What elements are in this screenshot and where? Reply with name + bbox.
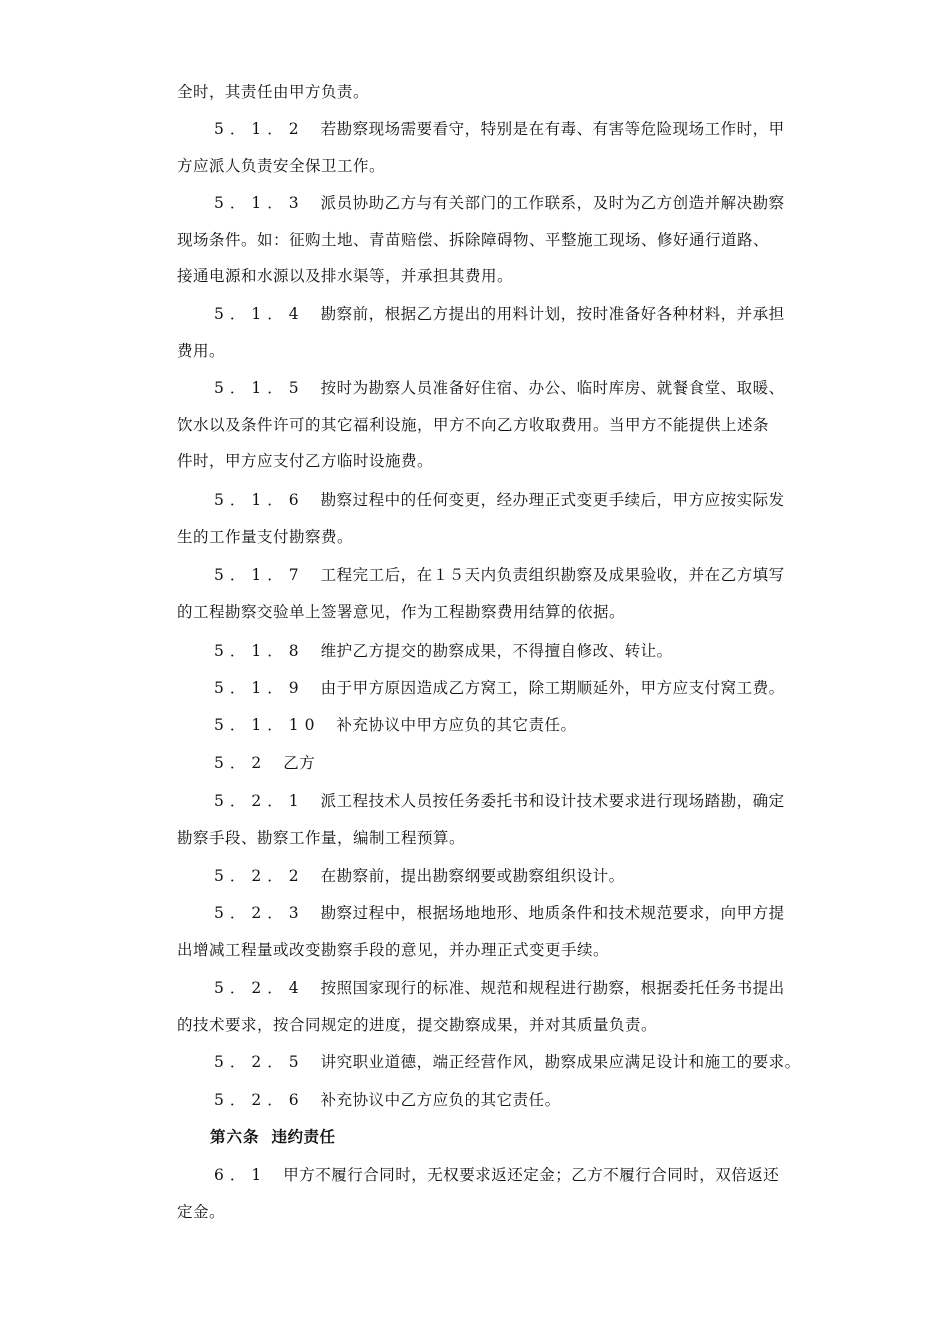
paragraph-line: 勘察手段、勘察工作量，编制工程预算。	[177, 828, 466, 847]
clause-5-2-1	[0, 783, 950, 856]
clause-number: 5．1．3	[214, 194, 305, 212]
paragraph-line: 全时，其责任由甲方负责。	[177, 83, 370, 101]
paragraph-line: 若勘察现场需要看守，特别是在有毒、有害等危险现场工作时，甲	[320, 120, 785, 138]
clause-5-2-5	[0, 1044, 950, 1081]
paragraph-line: 方应派人负责安全保卫工作。	[177, 156, 386, 175]
clause-number: 5．1．2	[214, 120, 305, 138]
paragraph-line: 按时为勘察人员准备好住宿、办公、临时库房、就餐食堂、取暖、	[320, 379, 785, 397]
paragraph-continuation	[0, 74, 950, 111]
clause-number: 5．1．8	[214, 642, 305, 660]
paragraph-line: 派工程技术人员按任务委托书和设计技术要求进行现场踏勘，确定	[320, 792, 785, 810]
clause-number: 5．2．6	[214, 1091, 305, 1109]
clause-number: 5．2	[214, 754, 268, 772]
clause-5-1-9	[0, 670, 950, 707]
paragraph-line: 派员协助乙方与有关部门的工作联系，及时为乙方创造并解决勘察	[320, 194, 785, 212]
clause-5-1-5	[0, 370, 950, 480]
paragraph-line: 勘察过程中，根据场地地形、地质条件和技术规范要求，向甲方提	[320, 904, 785, 922]
clause-number: 5．1．5	[214, 379, 305, 397]
paragraph-line: 接通电源和水源以及排水渠等，并承担其费用。	[177, 267, 514, 285]
clause-5-1-3	[0, 185, 950, 295]
clause-5-1-2	[0, 111, 950, 184]
clause-number: 5．1．7	[214, 566, 305, 584]
clause-5-2-3	[0, 895, 950, 968]
clause-5-2-2	[0, 858, 950, 895]
clause-5-1-4	[0, 296, 950, 369]
paragraph-line: 费用。	[177, 341, 226, 360]
paragraph-line: 件时，甲方应支付乙方临时设施费。	[177, 452, 434, 470]
clause-6-1	[0, 1157, 950, 1230]
clause-5-1-10	[0, 707, 950, 744]
clause-number: 5．1．6	[214, 491, 305, 509]
clause-number: 5．2．3	[214, 904, 305, 922]
clause-number: 5．2．2	[214, 867, 305, 885]
clause-5-2-4	[0, 970, 950, 1043]
paragraph-line: 维护乙方提交的勘察成果，不得擅自修改、转让。	[320, 642, 673, 660]
paragraph-line: 生的工作量支付勘察费。	[177, 527, 354, 546]
clause-5-1-7	[0, 557, 950, 630]
paragraph-line: 定金。	[177, 1202, 226, 1221]
article-heading	[0, 1119, 950, 1156]
paragraph-line: 补充协议中甲方应负的其它责任。	[336, 716, 577, 734]
paragraph-line: 乙方	[283, 754, 316, 772]
paragraph-line: 现场条件。如：征购土地、青苗赔偿、拆除障碍物、平整施工现场、修好通行道路、	[177, 230, 770, 249]
paragraph-line: 的工程勘察交验单上签署意见，作为工程勘察费用结算的依据。	[177, 602, 626, 621]
clause-number: 6．1	[214, 1166, 268, 1184]
paragraph-line: 补充协议中乙方应负的其它责任。	[320, 1091, 561, 1109]
clause-5-2	[0, 745, 950, 782]
paragraph-line: 按照国家现行的标准、规范和规程进行勘察，根据委托任务书提出	[320, 979, 785, 997]
paragraph-line: 饮水以及条件许可的其它福利设施，甲方不向乙方收取费用。当甲方不能提供上述条	[177, 415, 770, 434]
paragraph-line: 讲究职业道德，端正经营作风，勘察成果应满足设计和施工的要求。	[320, 1053, 801, 1071]
clause-number: 5．1．10	[214, 716, 321, 734]
article-number: 第六条	[210, 1127, 260, 1146]
clause-number: 5．2．5	[214, 1053, 305, 1071]
paragraph-line: 勘察过程中的任何变更，经办理正式变更手续后，甲方应按实际发	[320, 491, 785, 509]
clause-5-2-6	[0, 1082, 950, 1119]
clause-number: 5．1．9	[214, 679, 305, 697]
paragraph-line: 出增减工程量或改变勘察手段的意见，并办理正式变更手续。	[177, 940, 610, 959]
paragraph-line: 在勘察前，提出勘察纲要或勘察组织设计。	[320, 867, 625, 885]
paragraph-line: 甲方不履行合同时，无权要求返还定金；乙方不履行合同时，双倍返还	[283, 1166, 780, 1184]
paragraph-line: 由于甲方原因造成乙方窝工，除工期顺延外，甲方应支付窝工费。	[320, 679, 785, 697]
clause-5-1-8	[0, 633, 950, 670]
paragraph-line: 勘察前，根据乙方提出的用料计划，按时准备好各种材料，并承担	[320, 305, 785, 323]
clause-number: 5．2．4	[214, 979, 305, 997]
article-title: 违约责任	[271, 1127, 336, 1146]
paragraph-line: 的技术要求，按合同规定的进度，提交勘察成果，并对其质量负责。	[177, 1015, 658, 1034]
clause-number: 5．1．4	[214, 305, 305, 323]
paragraph-line: 工程完工后，在１５天内负责组织勘察及成果验收，并在乙方填写	[320, 566, 785, 584]
clause-number: 5．2．1	[214, 792, 305, 810]
clause-5-1-6	[0, 482, 950, 555]
